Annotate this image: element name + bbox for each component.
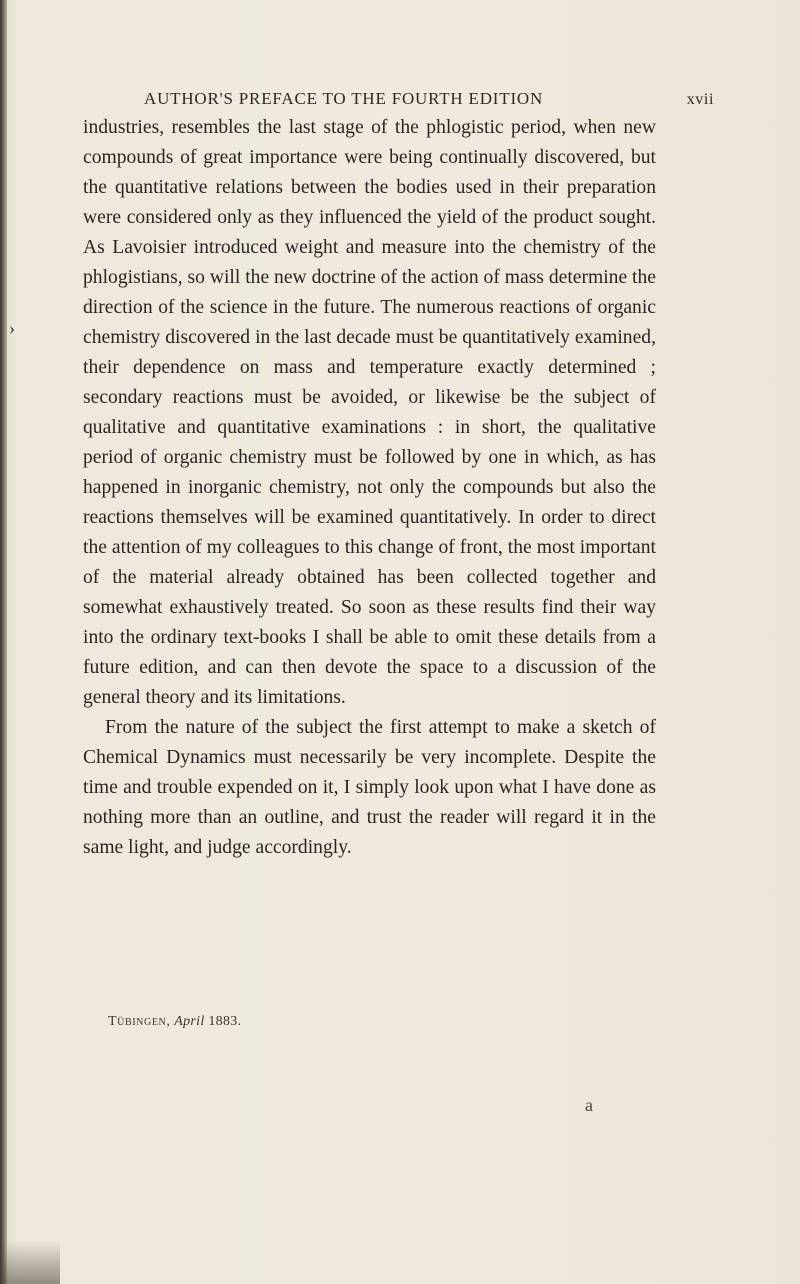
paragraph-1: industries, resembles the last stage of the phlogistic period, when new compounds of great importance were being continually discovered, but the quantitative relations between the bodies used in their preparation were considered only as they influenced the yield of the product sought. As Lavoisier introduced weight and measure into the chemistry of the phlogistians, so will the new doctrine of the action of mass determine the direction of the science in the future. The numerous reactions of organic chemistry discovered in the last decade must be quantitatively examined, their dependence on mass and temperature exactly determined ; secondary reactions must be avoided, or likewise be the subject of qualitative and quantitative examinations : in short, the qualitative period of organic chemistry must be followed by one in which, as has happened in inorganic chemistry, not only the compounds but also the reactions themselves will be examined quantitatively. In order to direct the attention of my colleagues to this change of front, the most important of the material already obtained has been collected together and somewhat exhaustively treated. So soon as these results find their way into the ordinary text-books I shall be able to omit these details from a future edition, and can then devote the space to a discussion of the general theory and its limitations. bbox=[83, 117, 656, 708]
body-text bbox=[83, 113, 656, 863]
signature-year: 1883. bbox=[208, 1014, 242, 1029]
signature-month: April bbox=[174, 1014, 205, 1029]
running-header bbox=[144, 89, 714, 109]
binding-edge bbox=[0, 0, 7, 1284]
paragraph-2: From the nature of the subject the first attempt to make a sketch of Chemical Dynamics must necessarily be very incomplete. Despite the time and trouble expended on it, I simply look upon what I have done as nothing more than an outline, and trust the reader will regard it in the same light, and judge accordingly. bbox=[83, 717, 656, 858]
header-title: AUTHOR'S PREFACE TO THE FOURTH EDITION bbox=[144, 89, 544, 108]
page-number: xvii bbox=[686, 91, 714, 108]
margin-mark: › bbox=[9, 318, 15, 338]
signature-line bbox=[108, 1014, 241, 1030]
binding-shadow bbox=[0, 1240, 60, 1284]
signature-place: Tübingen, bbox=[108, 1014, 171, 1029]
sheet-signature: a bbox=[585, 1095, 593, 1115]
